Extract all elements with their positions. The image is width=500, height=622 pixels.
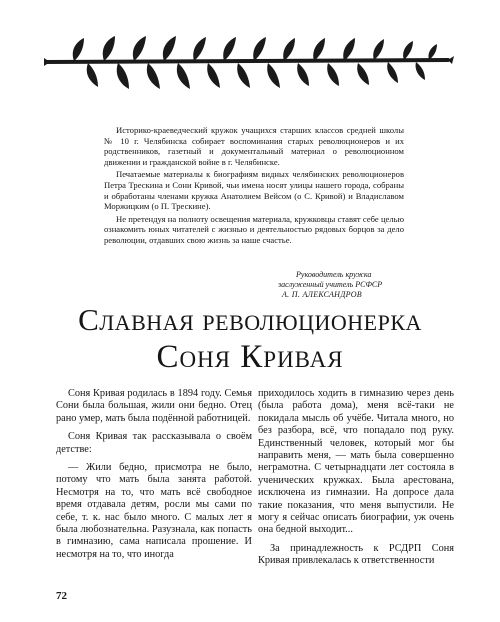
signature-block bbox=[278, 270, 448, 299]
article-title-line-1: Славная революционерка bbox=[78, 302, 422, 337]
article-column-right bbox=[258, 388, 454, 574]
signature-title: заслуженный учитель РСФСР bbox=[278, 279, 383, 289]
article-paragraph: За принадлежность к РСДРП Соня Кривая привлекалась к ответственности bbox=[258, 542, 454, 567]
article-column-left bbox=[56, 388, 252, 567]
signature-name: А. П. АЛЕКСАНДРОВ bbox=[282, 289, 362, 299]
intro-paragraph: Не претендуя на полноту освещения материала, кружковцы ставят себе целью ознакомить юных читателей с жизнью и деятельностью рядовых борцов за дело революции, отдавших свою жизнь за наше счастье. bbox=[104, 213, 404, 245]
article-paragraph: Соня Кривая родилась в 1894 году. Семья Сони была большая, жили они бедно. Отец рано умер, мать была подённой работницей. bbox=[56, 388, 252, 424]
article-paragraph-continuation: приходилось ходить в гимназию через день (была работа дома), меня всё-таки не покидала мысль об учёбе. Читала много, но без разбора, всё, что попадало под руку. Единственный человек, который мог бы направить меня, — мать была совершенно неграмотна. С четырнадцати лет состояла в ученических кружках. Была арестована, исключена из гимназии. На допросе дала такие показания, что меня выпустили. Не могу я сейчас описать биографии, уж очень она бедной выходит... bbox=[258, 388, 454, 536]
page-number: 72 bbox=[56, 590, 67, 602]
article-title-line-2: Соня Кривая bbox=[156, 339, 344, 375]
intro-paragraph: Историко-краеведческий кружок учащихся старших классов средней школы № 10 г. Челябинска собирает воспоминания старых революционеров и их родственников, газетный и документальный материал о революционном движении и гражданской войне в г. Челябинске. bbox=[104, 125, 404, 167]
intro-paragraph: Печатаемые материалы к биографиям видных челябинских революционеров Петра Трескина и Сони Кривой, чьи имена носят улицы нашего города, собраны и обработаны членами кружка Анатолием Вейсом (о С. Кривой) и Владиславом Моржицким (о П. Трескине). bbox=[104, 169, 404, 212]
signature-role: Руководитель кружка bbox=[296, 270, 372, 279]
article-paragraph: Соня Кривая так рассказывала о своём детстве: bbox=[56, 431, 252, 455]
laurel-branch-icon bbox=[44, 32, 454, 94]
article-paragraph: — Жили бедно, присмотра не было, потому что мать была занята работой. Несмотря на то, что мать всё свободное время отдавала детям, росли мы сами по себе, т. к. нас было много. С малых лет я была любознательна. Разузнала, как попасть в гимназию, сама написала прошение. И несмотря на то, что иногда bbox=[56, 462, 252, 560]
intro-text bbox=[104, 125, 404, 248]
